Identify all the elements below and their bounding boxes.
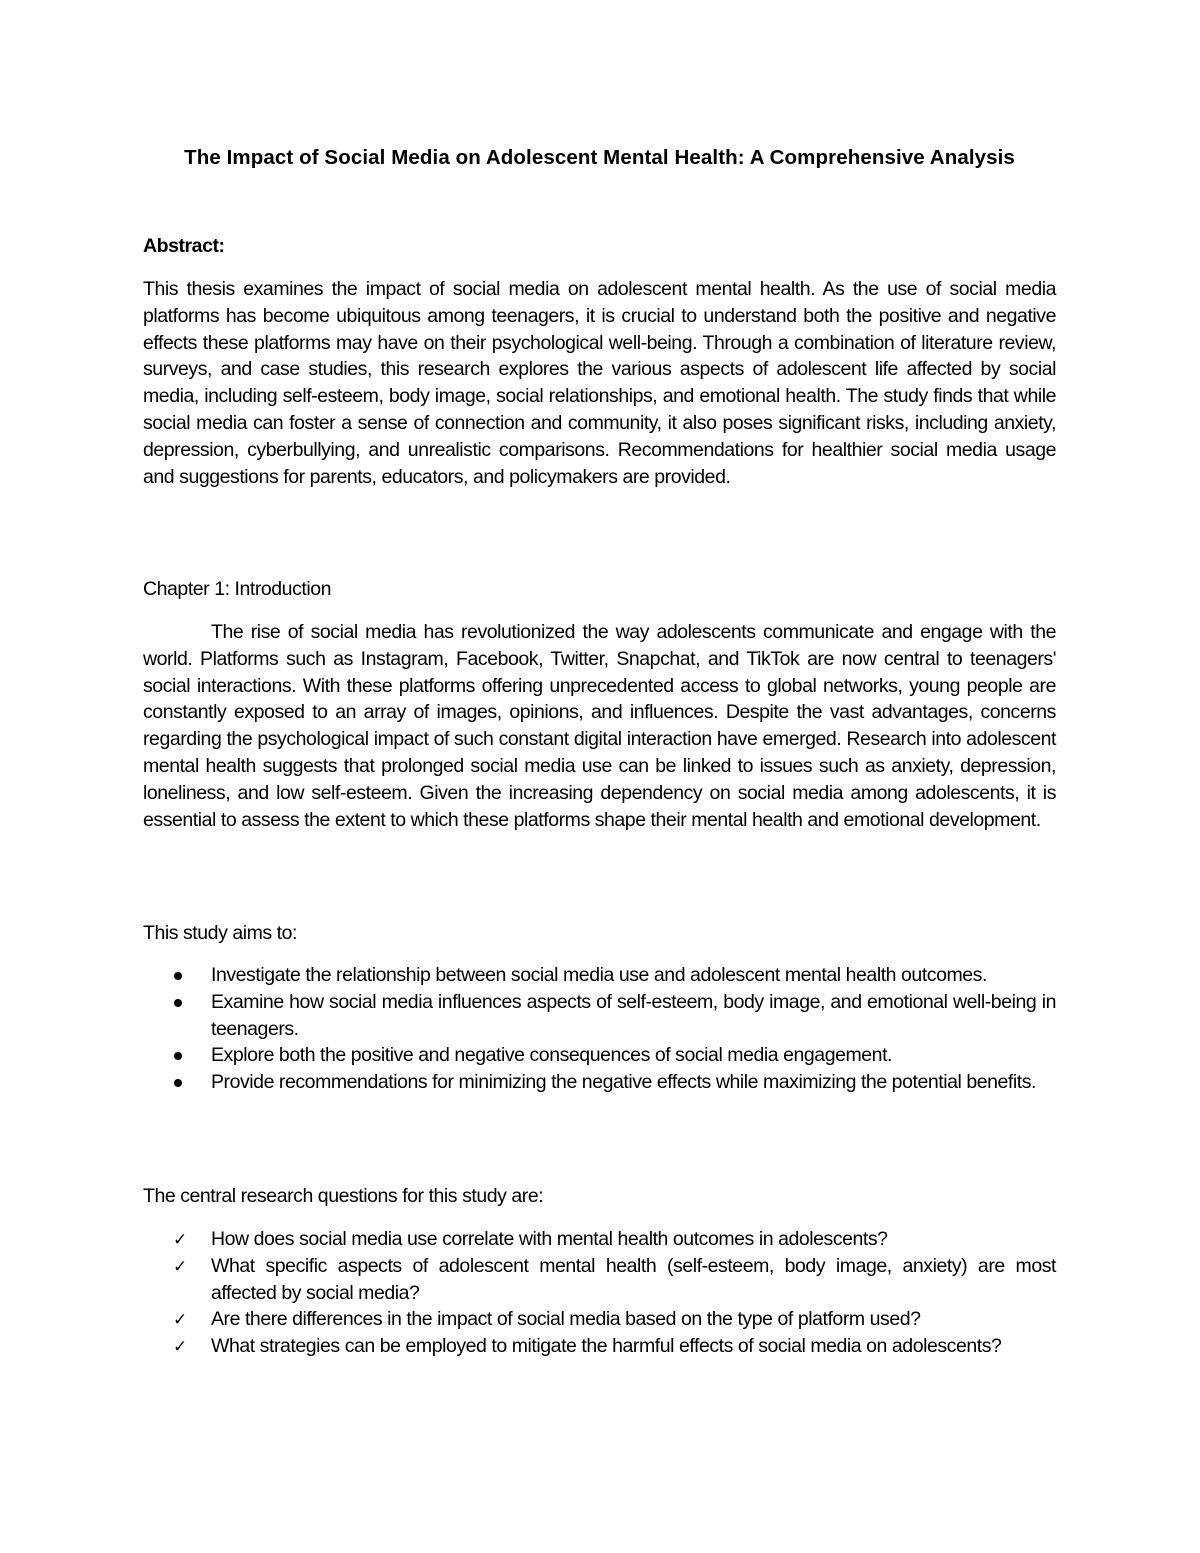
document-title: The Impact of Social Media on Adolescent Mental Health: A Comprehensive Analysis [184, 146, 1015, 169]
list-item [143, 1306, 1056, 1333]
question-text: Are there differences in the impact of social media based on the type of platform used? [211, 1308, 921, 1331]
list-item [143, 1253, 1056, 1307]
research-questions-list [143, 1226, 1056, 1360]
list-item [143, 1333, 1056, 1360]
question-text: How does social media use correlate with mental health outcomes in adolescents? [211, 1228, 888, 1250]
list-item [143, 989, 1056, 1043]
introduction-body: The rise of social media has revolutionized the way adolescents communicate and engage with the world. Platforms such as Instagram, Facebook, Twitter, Snapchat, and TikTok are now central to teenagers' social interactions. With these platforms offering unprecedented access to global networks, young people are constantly exposed to an array of images, opinions, and influences. Despite the vast advantages, concerns regarding the psychological impact of such constant digital interaction have emerged. Research into adolescent mental health suggests that prolonged social media use can be linked to issues such as anxiety, depression, loneliness, and low self-esteem. Given the increasing dependency on social media among adolescents, it is essential to assess the extent to which these platforms shape their mental health and emotional development. [143, 621, 1056, 831]
checkmark-icon: ✓ [173, 1256, 188, 1277]
question-text: What strategies can be employed to mitigate the harmful effects of social media on adolescents? [211, 1335, 1002, 1358]
checkmark-icon: ✓ [173, 1230, 188, 1250]
bullet-dot-icon [174, 999, 182, 1007]
checkmark-icon: ✓ [173, 1337, 188, 1358]
bullet-dot-icon [174, 1052, 182, 1060]
abstract-body: This thesis examines the impact of social media on adolescent mental health. As the use of social media platforms has become ubiquitous among teenagers, it is crucial to understand both the positive and negative effects these platforms may have on their psychological well-being. Through a combination of literature review, surveys, and case studies, this research explores the various aspects of adolescent life affected by social media, including self-esteem, body image, social relationships, and emotional health. The study finds that while social media can foster a sense of connection and community, it also poses significant risks, including anxiety, depression, cyberbullying, and unrealistic comparisons. Recommendations for healthier social media usage and suggestions for parents, educators, and policymakers are provided. [143, 278, 1056, 488]
list-item [143, 962, 1056, 989]
question-text: What specific aspects of adolescent mental health (self-esteem, body image, anxiety) are most affected by social media? [211, 1254, 1056, 1304]
checkmark-icon: ✓ [173, 1310, 188, 1331]
aim-text: Provide recommendations for minimizing the negative effects while maximizing the potential benefits. [211, 1071, 1036, 1094]
chapter-heading: Chapter 1: Introduction [143, 578, 332, 600]
aims-lead: This study aims to: [143, 922, 298, 944]
list-item [143, 1226, 1056, 1253]
bullet-dot-icon [174, 972, 182, 980]
list-item [143, 1042, 1056, 1069]
bullet-dot-icon [174, 1079, 182, 1087]
aim-text: Explore both the positive and negative consequences of social media engagement. [211, 1044, 893, 1067]
list-item [143, 1069, 1056, 1096]
abstract-label: Abstract: [143, 235, 225, 257]
questions-lead: The central research questions for this study are: [143, 1185, 544, 1207]
aim-text: Investigate the relationship between social media use and adolescent mental health outcomes. [211, 964, 987, 986]
aims-list [143, 962, 1056, 1096]
aim-text: Examine how social media influences aspects of self-esteem, body image, and emotional well-being in teenagers. [211, 990, 1056, 1040]
